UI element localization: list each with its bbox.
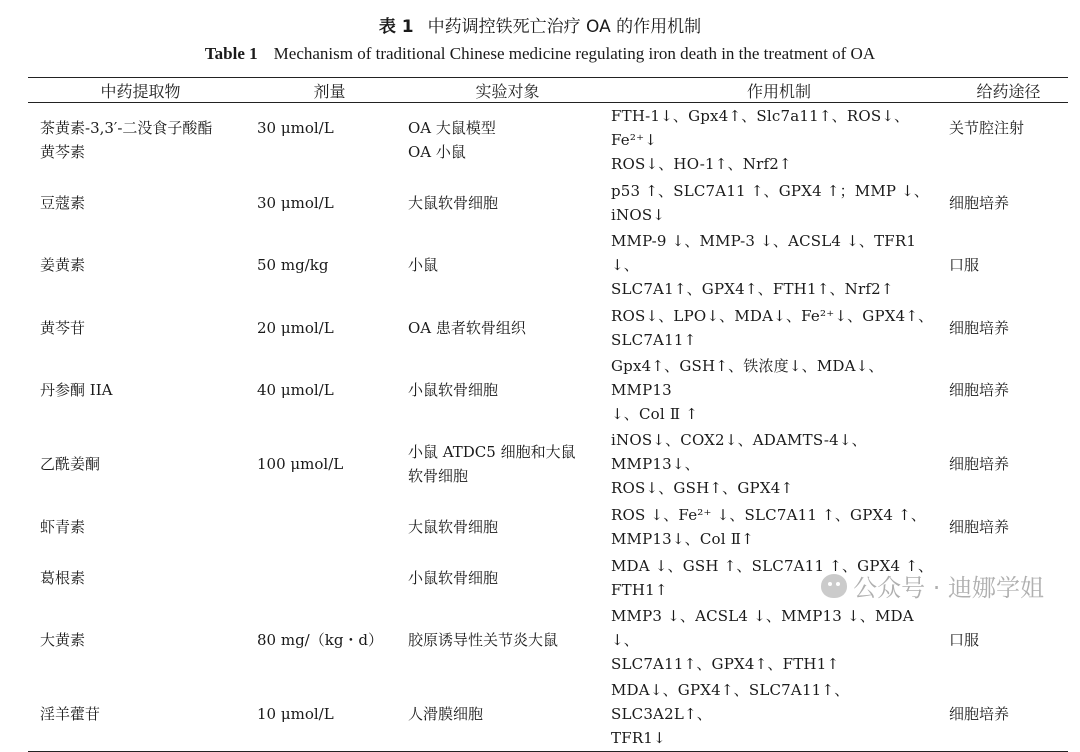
cell-extract bbox=[28, 228, 253, 302]
cell-subject-line: OA 小鼠 bbox=[408, 143, 466, 161]
cell-mechanism-line: SLC7A11↑ bbox=[611, 330, 697, 349]
cell-dose-text: 20 μmol/L bbox=[257, 318, 334, 337]
cell-mechanism-line: MMP3 ↓、ACSL4 ↓、MMP13 ↓、MDA ↓、 bbox=[611, 607, 914, 649]
cell-extract bbox=[28, 103, 253, 178]
cell-mechanism bbox=[609, 427, 949, 501]
cell-route bbox=[949, 228, 1068, 302]
cell-mechanism-line: ROS↓、LPO↓、MDA↓、Fe²⁺↓、GPX4↑、 bbox=[611, 306, 934, 325]
cell-mechanism-line: MDA ↓、GSH ↑、SLC7A11 ↑、GPX4 ↑、 bbox=[611, 556, 934, 575]
cell-dose bbox=[253, 103, 406, 178]
cell-mechanism-line: TFR1↓ bbox=[611, 729, 666, 747]
cell-route bbox=[949, 427, 1068, 501]
header-extract: 中药提取物 bbox=[28, 78, 253, 103]
cell-route bbox=[949, 353, 1068, 427]
cell-extract-text: 乙酰姜酮 bbox=[40, 455, 101, 473]
table-row bbox=[28, 427, 1068, 501]
table-row bbox=[28, 353, 1068, 427]
cell-dose bbox=[253, 353, 406, 427]
cell-route-line bbox=[949, 140, 1068, 164]
cell-extract-line: 茶黄素-3,3′-二没食子酸酯 bbox=[40, 119, 213, 137]
cell-subject bbox=[406, 552, 609, 603]
cell-extract-text: 淫羊藿苷 bbox=[40, 705, 101, 723]
cell-extract-text: 豆蔻素 bbox=[40, 193, 86, 212]
cell-subject-text: 人滑膜细胞 bbox=[408, 705, 484, 723]
cell-route-text: 口服 bbox=[949, 631, 980, 649]
wechat-icon bbox=[821, 574, 847, 598]
cell-subject bbox=[406, 177, 609, 228]
cell-mechanism bbox=[609, 353, 949, 427]
cell-mechanism-line: iNOS↓、COX2↓、ADAMTS-4↓、MMP13↓、 bbox=[611, 431, 867, 473]
table-row bbox=[28, 501, 1068, 552]
cell-mechanism bbox=[609, 228, 949, 302]
cell-subject-text: OA 患者软骨组织 bbox=[408, 318, 526, 337]
cell-route-text: 口服 bbox=[949, 256, 980, 274]
cell-dose bbox=[253, 177, 406, 228]
cell-mechanism-line: iNOS↓ bbox=[611, 205, 666, 224]
table-row bbox=[28, 677, 1068, 752]
table-row bbox=[28, 603, 1068, 677]
table-title-cn bbox=[0, 12, 1080, 37]
cell-subject bbox=[406, 103, 609, 178]
cell-mechanism-line: ROS ↓、Fe²⁺ ↓、SLC7A11 ↑、GPX4 ↑、 bbox=[611, 505, 927, 524]
cell-route bbox=[949, 603, 1068, 677]
cell-dose bbox=[253, 427, 406, 501]
cell-route-text: 细胞培养 bbox=[949, 517, 1010, 536]
table-row bbox=[28, 103, 1068, 178]
cell-route-text: 细胞培养 bbox=[949, 381, 1010, 399]
cell-mechanism-line: Gpx4↑、GSH↑、铁浓度↓、MDA↓、MMP13 bbox=[611, 357, 884, 399]
cell-mechanism-line: MDA↓、GPX4↑、SLC7A11↑、SLC3A2L↑、 bbox=[611, 681, 850, 723]
cell-mechanism bbox=[609, 177, 949, 228]
watermark bbox=[821, 568, 1044, 603]
cell-mechanism-line: ↓、Col Ⅱ ↑ bbox=[611, 405, 698, 423]
cell-extract-text: 葛根素 bbox=[40, 568, 86, 587]
cell-mechanism-line: MMP-9 ↓、MMP-3 ↓、ACSL4 ↓、TFR1 ↓、 bbox=[611, 232, 917, 274]
cell-dose-text: 30 μmol/L bbox=[257, 193, 334, 212]
cell-extract-text: 黄芩苷 bbox=[40, 318, 86, 337]
cell-dose-text bbox=[257, 569, 262, 587]
cell-dose bbox=[253, 603, 406, 677]
mechanism-table bbox=[28, 77, 1068, 752]
cell-route bbox=[949, 103, 1068, 178]
cell-dose-text: 100 μmol/L bbox=[257, 455, 344, 473]
cell-route bbox=[949, 302, 1068, 353]
cell-mechanism-line: FTH1↑ bbox=[611, 580, 668, 599]
cell-dose bbox=[253, 677, 406, 752]
table-row bbox=[28, 302, 1068, 353]
cell-extract bbox=[28, 302, 253, 353]
cell-mechanism-line: ROS↓、HO-1↑、Nrf2↑ bbox=[611, 155, 792, 173]
cell-subject bbox=[406, 677, 609, 752]
cell-mechanism-line: SLC7A1↑、GPX4↑、FTH1↑、Nrf2↑ bbox=[611, 280, 894, 298]
table-header-row bbox=[28, 78, 1068, 103]
cell-route-text: 细胞培养 bbox=[949, 193, 1010, 212]
cell-dose-text: 10 μmol/L bbox=[257, 705, 334, 723]
header-route: 给药途径 bbox=[949, 78, 1068, 103]
cell-subject bbox=[406, 427, 609, 501]
cell-subject bbox=[406, 603, 609, 677]
cell-dose bbox=[253, 302, 406, 353]
cell-subject-text: 小鼠软骨细胞 bbox=[408, 568, 499, 587]
cell-dose-line: 30 μmol/L bbox=[257, 119, 334, 137]
table-title-en bbox=[0, 44, 1080, 64]
cell-extract bbox=[28, 552, 253, 603]
cell-dose-text bbox=[257, 518, 262, 536]
table-label-en: Table 1 bbox=[204, 44, 258, 63]
cell-subject bbox=[406, 228, 609, 302]
cell-extract-text: 丹参酮 IIA bbox=[40, 381, 113, 399]
header-mechanism: 作用机制 bbox=[609, 78, 949, 103]
cell-route bbox=[949, 177, 1068, 228]
cell-dose-line bbox=[257, 140, 406, 164]
cell-extract bbox=[28, 177, 253, 228]
cell-extract-text: 大黄素 bbox=[40, 631, 86, 649]
cell-mechanism-line: FTH-1↓、Gpx4↑、Slc7a11↑、ROS↓、Fe²⁺↓ bbox=[611, 107, 910, 149]
cell-dose-text: 40 μmol/L bbox=[257, 381, 334, 399]
table-label-cn: 表 1 bbox=[378, 17, 414, 37]
cell-mechanism-line: ROS↓、GSH↑、GPX4↑ bbox=[611, 479, 794, 497]
cell-route-text: 细胞培养 bbox=[949, 455, 1010, 473]
cell-extract bbox=[28, 501, 253, 552]
cell-route bbox=[949, 677, 1068, 752]
cell-extract bbox=[28, 427, 253, 501]
cell-route-text: 细胞培养 bbox=[949, 318, 1010, 337]
cell-extract bbox=[28, 603, 253, 677]
table-caption-cn: 中药调控铁死亡治疗 OA 的作用机制 bbox=[427, 17, 702, 37]
cell-subject-line: OA 大鼠模型 bbox=[408, 119, 496, 137]
cell-mechanism-line: SLC7A11↑、GPX4↑、FTH1↑ bbox=[611, 655, 840, 673]
cell-mechanism bbox=[609, 302, 949, 353]
table-body bbox=[28, 103, 1068, 752]
cell-extract bbox=[28, 677, 253, 752]
table-row bbox=[28, 177, 1068, 228]
cell-dose bbox=[253, 228, 406, 302]
cell-mechanism bbox=[609, 501, 949, 552]
cell-dose-text: 80 mg/（kg・d） bbox=[257, 631, 384, 649]
header-dose: 剂量 bbox=[253, 78, 406, 103]
cell-dose bbox=[253, 501, 406, 552]
cell-mechanism bbox=[609, 677, 949, 752]
cell-subject bbox=[406, 353, 609, 427]
cell-dose bbox=[253, 552, 406, 603]
cell-mechanism-line: MMP13↓、Col Ⅱ↑ bbox=[611, 529, 754, 548]
cell-subject-line: 小鼠 ATDC5 细胞和大鼠 bbox=[408, 443, 576, 461]
cell-route bbox=[949, 501, 1068, 552]
mechanism-table-container bbox=[28, 77, 1068, 752]
cell-subject bbox=[406, 302, 609, 353]
table-caption-en: Mechanism of traditional Chinese medicine regulating iron death in the treatment of OA bbox=[273, 44, 876, 63]
cell-mechanism-line: p53 ↑、SLC7A11 ↑、GPX4 ↑；MMP ↓、 bbox=[611, 181, 930, 200]
cell-mechanism bbox=[609, 103, 949, 178]
cell-subject bbox=[406, 501, 609, 552]
cell-extract-text: 虾青素 bbox=[40, 517, 86, 536]
cell-subject-text: 胶原诱导性关节炎大鼠 bbox=[408, 631, 559, 649]
cell-mechanism bbox=[609, 603, 949, 677]
cell-route-line: 关节腔注射 bbox=[949, 119, 1025, 137]
table-row bbox=[28, 228, 1068, 302]
header-subject: 实验对象 bbox=[406, 78, 609, 103]
cell-subject-text: 小鼠软骨细胞 bbox=[408, 381, 499, 399]
cell-route-text: 细胞培养 bbox=[949, 705, 1010, 723]
cell-extract-line: 黄芩素 bbox=[40, 143, 86, 161]
cell-subject-text: 大鼠软骨细胞 bbox=[408, 193, 499, 212]
cell-subject-text: 大鼠软骨细胞 bbox=[408, 517, 499, 536]
cell-extract-text: 姜黄素 bbox=[40, 256, 86, 274]
cell-extract bbox=[28, 353, 253, 427]
cell-subject-line: 软骨细胞 bbox=[408, 467, 469, 485]
cell-dose-text: 50 mg/kg bbox=[257, 256, 329, 274]
cell-subject-text: 小鼠 bbox=[408, 256, 439, 274]
watermark-text: 公众号 · 迪娜学姐 bbox=[853, 574, 1044, 602]
